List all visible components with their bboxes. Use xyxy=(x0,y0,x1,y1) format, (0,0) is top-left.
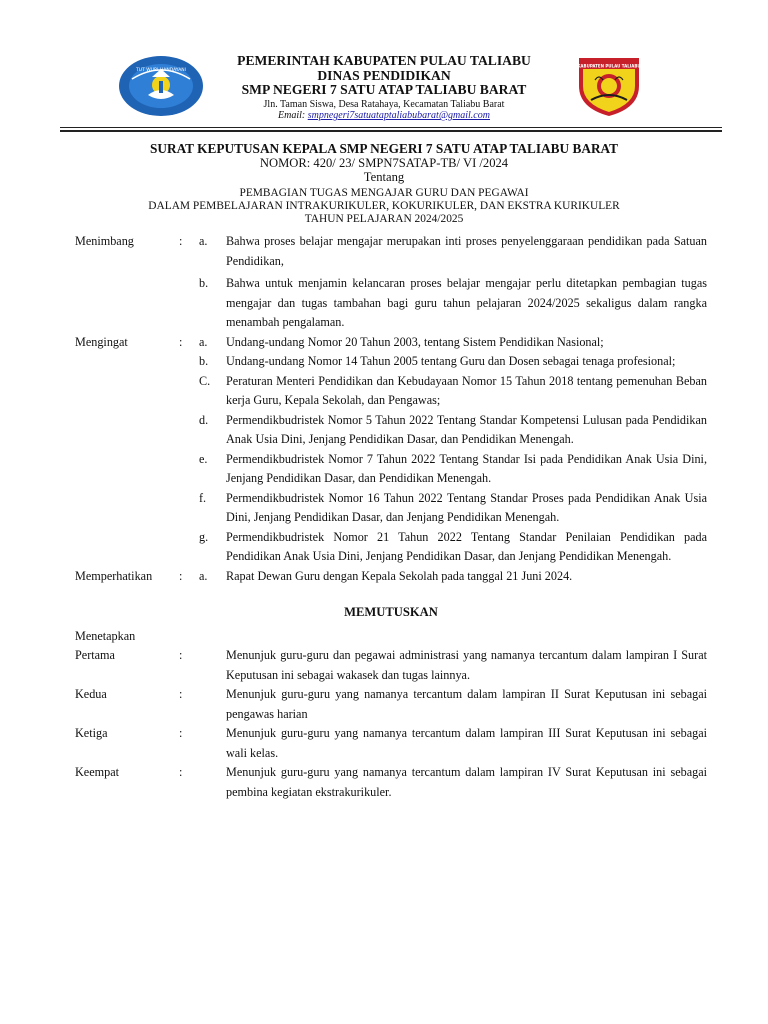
section-memperhatikan xyxy=(75,567,707,587)
list-item xyxy=(199,411,707,450)
email-label: Email: xyxy=(278,110,306,121)
decision-heading: MEMUTUSKAN xyxy=(344,605,438,619)
list-item xyxy=(199,528,707,567)
decision-label: Keempat xyxy=(75,765,119,779)
kabupaten-pulau-taliabu-emblem-icon xyxy=(575,52,643,118)
letterhead-email-line xyxy=(200,110,568,122)
letterhead xyxy=(200,54,568,122)
decision-colon: : xyxy=(179,648,183,662)
letterhead-divider-thin xyxy=(60,127,722,128)
email-link[interactable]: smpnegeri7satuataptaliabubarat@gmail.com xyxy=(307,110,490,121)
letterhead-government: PEMERINTAH KABUPATEN PULAU TALIABU xyxy=(237,53,531,68)
decision-text: Menunjuk guru-guru yang namanya tercantum dalam lampiran IV Surat Keputusan ini sebagai pembina kegiatan ekstrakurikuler. xyxy=(226,765,707,799)
decision-colon: : xyxy=(179,726,183,740)
item-text: Permendikbudristek Nomor 5 Tahun 2022 Tentang Standar Kompetensi Lulusan pada Pendidikan Anak Usia Dini, Jenjang Pendidikan Dasar, dan Pendidikan Menengah. xyxy=(226,412,707,446)
item-marker: f. xyxy=(199,490,207,505)
item-text: Permendikbudristek Nomor 21 Tahun 2022 Tentang Standar Penilaian Pendidikan pada Pendidikan Anak Usia Dini, Jenjang Pendidikan Dasar, dan Jenjang Pendidikan Menengah. xyxy=(226,529,707,563)
list-item xyxy=(199,567,707,587)
decision-item xyxy=(75,646,707,685)
svg-text:TUT WURI HANDAYANI: TUT WURI HANDAYANI xyxy=(136,68,186,73)
decision-label: Kedua xyxy=(75,687,107,701)
item-text: Undang-undang Nomor 20 Tahun 2003, tentang Sistem Pendidikan Nasional; xyxy=(226,334,604,349)
item-marker: a. xyxy=(199,334,208,349)
section-colon: : xyxy=(179,568,183,583)
decision-menetapkan: Menetapkan xyxy=(75,628,136,643)
decision-item xyxy=(75,763,707,802)
item-text: Peraturan Menteri Pendidikan dan Kebudayaan Nomor 15 Tahun 2018 tentang pemenuhan Beban kerja Guru, Kepala Sekolah, dan Pengawas; xyxy=(226,373,707,407)
decision-colon: : xyxy=(179,765,183,779)
item-text: Bahwa untuk menjamin kelancaran proses belajar mengajar perlu ditetapkan pembagian tugas mengajar dan tugas tambahan bagi guru tahun pelajaran 2024/2025 sekaligus dalam rangka menambah pengalaman. xyxy=(226,276,707,329)
item-marker: b. xyxy=(199,354,209,368)
list-item xyxy=(199,333,707,353)
section-menimbang xyxy=(75,232,707,333)
section-colon: : xyxy=(179,334,183,349)
section-items xyxy=(199,567,707,587)
decision-item xyxy=(75,724,707,763)
section-colon: : xyxy=(179,234,183,248)
decision-text: Menunjuk guru-guru dan pegawai administrasi yang namanya tercantum dalam lampiran I Surat Keputusan ini sebagai wakasek dan tugas lainnya. xyxy=(226,648,707,682)
decree-body xyxy=(75,232,707,802)
decree-title: SURAT KEPUTUSAN KEPALA SMP NEGERI 7 SATU ATAP TALIABU BARAT xyxy=(149,141,619,156)
list-item xyxy=(199,274,707,333)
letterhead-school: SMP NEGERI 7 SATU ATAP TALIABU BARAT xyxy=(241,82,527,97)
list-item xyxy=(199,232,707,271)
list-item xyxy=(199,372,707,411)
letterhead-divider-thick xyxy=(60,130,722,132)
svg-text:KABUPATEN PULAU TALIABU: KABUPATEN PULAU TALIABU xyxy=(577,63,641,69)
item-marker: b. xyxy=(199,276,209,290)
decree-subject-line3: TAHUN PELAJARAN 2024/2025 xyxy=(304,213,464,225)
letterhead-address: Jln. Taman Siswa, Desa Ratahaya, Kecamatan Taliabu Barat xyxy=(263,98,505,110)
section-label: Memperhatikan xyxy=(75,568,153,583)
decision-label: Ketiga xyxy=(75,726,108,740)
list-item xyxy=(199,352,707,372)
item-marker: e. xyxy=(199,451,208,466)
item-marker: d. xyxy=(199,412,209,427)
list-item xyxy=(199,489,707,528)
section-label: Menimbang xyxy=(75,234,134,248)
item-text: Bahwa proses belajar mengajar merupakan inti proses penyelenggaraan pendidikan pada Satuan Pendidikan, xyxy=(226,234,707,268)
item-text: Permendikbudristek Nomor 16 Tahun 2022 Tentang Standar Proses pada Pendidikan Anak Usia Dini, Jenjang Pendidikan Dasar, dan Jenjang Pendidikan Menengah. xyxy=(226,490,707,524)
item-marker: C. xyxy=(199,373,211,388)
decision-text: Menunjuk guru-guru yang namanya tercantum dalam lampiran III Surat Keputusan ini sebagai wali kelas. xyxy=(226,726,707,760)
item-text: Undang-undang Nomor 14 Tahun 2005 tentang Guru dan Dosen sebagai tenaga profesional; xyxy=(226,354,676,368)
decree-subject-line2: DALAM PEMBELAJARAN INTRAKURIKULER, KOKURIKULER, DAN EKSTRA KURIKULER xyxy=(148,200,620,212)
decision-text: Menunjuk guru-guru yang namanya tercantum dalam lampiran II Surat Keputusan ini sebagai pengawas harian xyxy=(226,687,707,721)
section-label: Mengingat xyxy=(75,334,128,349)
letterhead-agency: DINAS PENDIDIKAN xyxy=(317,67,451,83)
decision-item xyxy=(75,685,707,724)
item-marker: a. xyxy=(199,234,208,248)
decision-label: Pertama xyxy=(75,648,115,662)
decree-title-block xyxy=(60,141,708,226)
item-marker: a. xyxy=(199,568,208,583)
decree-about: Tentang xyxy=(363,170,405,184)
item-text: Rapat Dewan Guru dengan Kepala Sekolah pada tanggal 21 Juni 2024. xyxy=(226,568,573,583)
section-items xyxy=(199,232,707,333)
section-items xyxy=(199,333,707,567)
list-item xyxy=(199,450,707,489)
item-marker: g. xyxy=(199,529,209,544)
decree-number: NOMOR: 420/ 23/ SMPN7SATAP-TB/ VI /2024 xyxy=(259,156,509,170)
item-text: Permendikbudristek Nomor 7 Tahun 2022 Tentang Standar Isi pada Pendidikan Anak Usia Dini, Jenjang Pendidikan Dasar, dan Pendidikan Menengah. xyxy=(226,451,707,485)
decision-colon: : xyxy=(179,687,183,701)
decree-subject-line1: PEMBAGIAN TUGAS MENGAJAR GURU DAN PEGAWAI xyxy=(239,187,529,199)
tut-wuri-handayani-logo-icon xyxy=(118,55,204,117)
section-mengingat xyxy=(75,333,707,567)
